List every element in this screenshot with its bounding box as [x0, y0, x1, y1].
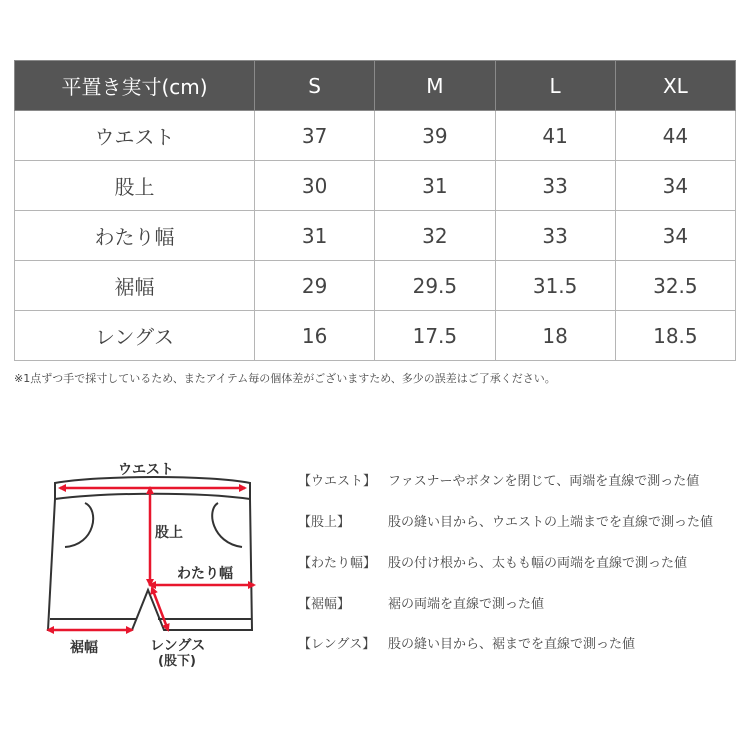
label-waist: ウエスト — [118, 462, 174, 478]
definition-desc: 股の縫い目から、ウエストの上端までを直線で測った値 — [388, 515, 714, 530]
table-cell: 29 — [255, 261, 375, 311]
table-cell: 17.5 — [375, 311, 495, 361]
size-table — [14, 60, 736, 361]
table-cell: 44 — [615, 111, 735, 161]
length-arrow — [152, 588, 168, 630]
table-cell: 16 — [255, 311, 375, 361]
definition-term: 【股上】 — [298, 515, 351, 530]
label-hem: 裾幅 — [70, 640, 98, 656]
definition-desc: 裾の両端を直線で測った値 — [388, 597, 545, 612]
table-row-hem — [15, 261, 736, 311]
definition-desc: 股の付け根から、太もも幅の両端を直線で測った値 — [388, 556, 688, 571]
row-label: 股上 — [15, 161, 255, 211]
table-cell: 33 — [495, 161, 615, 211]
table-cell: 33 — [495, 211, 615, 261]
label-length-sub: (股下) — [158, 654, 196, 669]
label-thigh: わたり幅 — [177, 566, 233, 582]
table-cell: 34 — [615, 161, 735, 211]
table-cell: 18.5 — [615, 311, 735, 361]
definition-term: 【レングス】 — [298, 637, 376, 652]
label-rise: 股上 — [155, 525, 183, 541]
definition-term: 【裾幅】 — [298, 597, 351, 612]
table-row-rise — [15, 161, 736, 211]
table-cell: 34 — [615, 211, 735, 261]
header-cell-measure: 平置き実寸(cm) — [15, 61, 255, 111]
right-pocket — [212, 503, 242, 547]
definition-term: 【ウエスト】 — [298, 474, 377, 489]
table-cell: 37 — [255, 111, 375, 161]
definition-desc: 股の縫い目から、裾までを直線で測った値 — [388, 637, 636, 652]
row-label: レングス — [15, 311, 255, 361]
label-length: レングス — [150, 638, 206, 654]
table-cell: 32.5 — [615, 261, 735, 311]
table-row-length — [15, 311, 736, 361]
table-row-waist — [15, 111, 736, 161]
left-pocket — [65, 503, 93, 547]
table-row-thigh — [15, 211, 736, 261]
header-cell-s: S — [255, 61, 375, 111]
table-cell: 29.5 — [375, 261, 495, 311]
definition-term: 【わたり幅】 — [298, 556, 377, 571]
header-cell-l: L — [495, 61, 615, 111]
table-cell: 30 — [255, 161, 375, 211]
measurement-note: ※1点ずつ手で採寸しているため、またアイテム毎の個体差がございますため、多少の誤差はご了承ください。 — [14, 372, 556, 385]
table-cell: 32 — [375, 211, 495, 261]
row-label: ウエスト — [15, 111, 255, 161]
table-cell: 18 — [495, 311, 615, 361]
row-label: 裾幅 — [15, 261, 255, 311]
header-cell-m: M — [375, 61, 495, 111]
row-label: わたり幅 — [15, 211, 255, 261]
header-cell-xl: XL — [615, 61, 735, 111]
shorts-diagram — [30, 455, 280, 675]
table-cell: 41 — [495, 111, 615, 161]
definition-desc: ファスナーやボタンを閉じて、両端を直線で測った値 — [388, 474, 700, 489]
table-cell: 39 — [375, 111, 495, 161]
table-cell: 31 — [375, 161, 495, 211]
table-cell: 31 — [255, 211, 375, 261]
table-cell: 31.5 — [495, 261, 615, 311]
table-header-row — [15, 61, 736, 111]
